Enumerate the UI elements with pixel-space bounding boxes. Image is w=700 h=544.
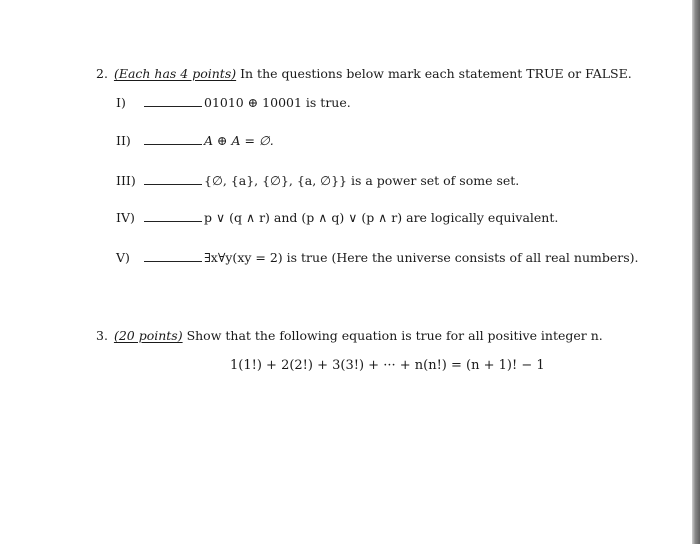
answer-blank bbox=[144, 184, 202, 185]
statement-label: II) bbox=[116, 133, 131, 148]
statement-text: ∃x∀y(xy = 2) is true (Here the universe consists of all real numbers). bbox=[204, 250, 639, 265]
factorial-equation: 1(1!) + 2(2!) + 3(3!) + ··· + n(n!) = (n + 1)! − 1 bbox=[230, 358, 545, 373]
question-2-header bbox=[96, 66, 632, 81]
answer-blank bbox=[144, 144, 202, 145]
answer-blank bbox=[144, 261, 202, 262]
statement-label: III) bbox=[116, 173, 136, 188]
question-2-points: (Each has 4 points) bbox=[113, 66, 237, 81]
answer-blank bbox=[144, 106, 202, 107]
answer-blank bbox=[144, 221, 202, 222]
statement-text: 01010 ⊕ 10001 is true. bbox=[204, 95, 351, 110]
statement-label: V) bbox=[116, 250, 130, 265]
statement-text: p ∨ (q ∧ r) and (p ∧ q) ∨ (p ∧ r) are logically equivalent. bbox=[204, 210, 559, 225]
statement-label: IV) bbox=[116, 210, 135, 225]
page-edge-shadow bbox=[692, 0, 700, 544]
question-3-points: (20 points) bbox=[113, 328, 183, 343]
question-3-number: 3. bbox=[96, 328, 108, 343]
question-2-instruction: In the questions below mark each statement TRUE or FALSE. bbox=[236, 66, 632, 81]
question-3-header bbox=[96, 328, 603, 343]
statement-text: {∅, {a}, {∅}, {a, ∅}} is a power set of some set. bbox=[204, 173, 520, 188]
statement-text: A ⊕ A = ∅. bbox=[204, 133, 274, 148]
statement-label: I) bbox=[116, 95, 126, 110]
question-3-instruction: Show that the following equation is true for all positive integer n. bbox=[182, 328, 603, 343]
question-2-number: 2. bbox=[96, 66, 108, 81]
